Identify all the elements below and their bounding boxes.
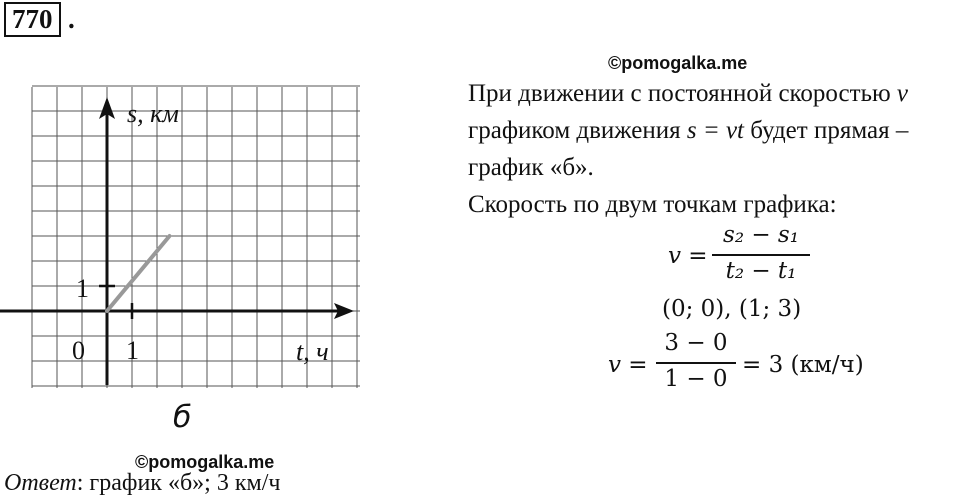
tick-label-t-one: 1 <box>126 336 139 365</box>
formula-2-fraction-bar <box>656 362 736 364</box>
answer-label: Ответ <box>4 470 77 496</box>
formula-2-denominator: 1 − 0 <box>664 366 728 392</box>
velocity-variable: v <box>896 80 909 107</box>
formula-2-fraction <box>656 330 736 392</box>
formula-2-numerator: 3 − 0 <box>664 330 728 356</box>
origin-label: 0 <box>72 336 85 365</box>
formula-1-denominator: t₂ − t₁ <box>725 258 797 284</box>
problem-number-dot: . <box>68 4 75 34</box>
formula-1-fraction-bar <box>712 254 810 256</box>
motion-graph <box>0 85 380 390</box>
formula-1-numerator: s₂ − s₁ <box>723 222 799 248</box>
text-line-4: Скорость по двум точкам графика: <box>468 191 837 218</box>
text-line-2 <box>468 117 908 145</box>
graph-caption: б <box>173 400 192 435</box>
watermark-top: ©pomogalka.me <box>608 53 748 73</box>
formula-2-rhs: = 3 (км/ч) <box>742 352 864 378</box>
answer-text: : график «б»; 3 км/ч <box>76 470 281 496</box>
tick-label-s-one: 1 <box>76 274 89 303</box>
text-line-2-start: графиком движения <box>468 117 687 144</box>
points-line: (0; 0), (1; 3) <box>662 296 802 322</box>
watermark-bottom: ©pomogalka.me <box>135 452 275 472</box>
text-line-3: график «б». <box>468 154 594 181</box>
text-line-1 <box>468 80 908 108</box>
text-line-2-end: будет прямая – <box>744 117 909 144</box>
answer-line <box>4 470 280 497</box>
motion-line <box>107 236 170 311</box>
motion-formula: s = vt <box>686 117 745 144</box>
t-axis-label: t, ч <box>296 337 329 366</box>
s-axis-label: s, км <box>127 99 179 128</box>
formula-2-lhs-text: v = <box>608 352 648 378</box>
problem-number: 770 <box>4 2 61 37</box>
text-line-1-start: При движении с постоянной скоростью <box>468 80 897 107</box>
formula-1-lhs: v = <box>668 243 708 269</box>
formula-2-lhs <box>608 352 648 378</box>
formula-1-fraction <box>712 222 810 284</box>
